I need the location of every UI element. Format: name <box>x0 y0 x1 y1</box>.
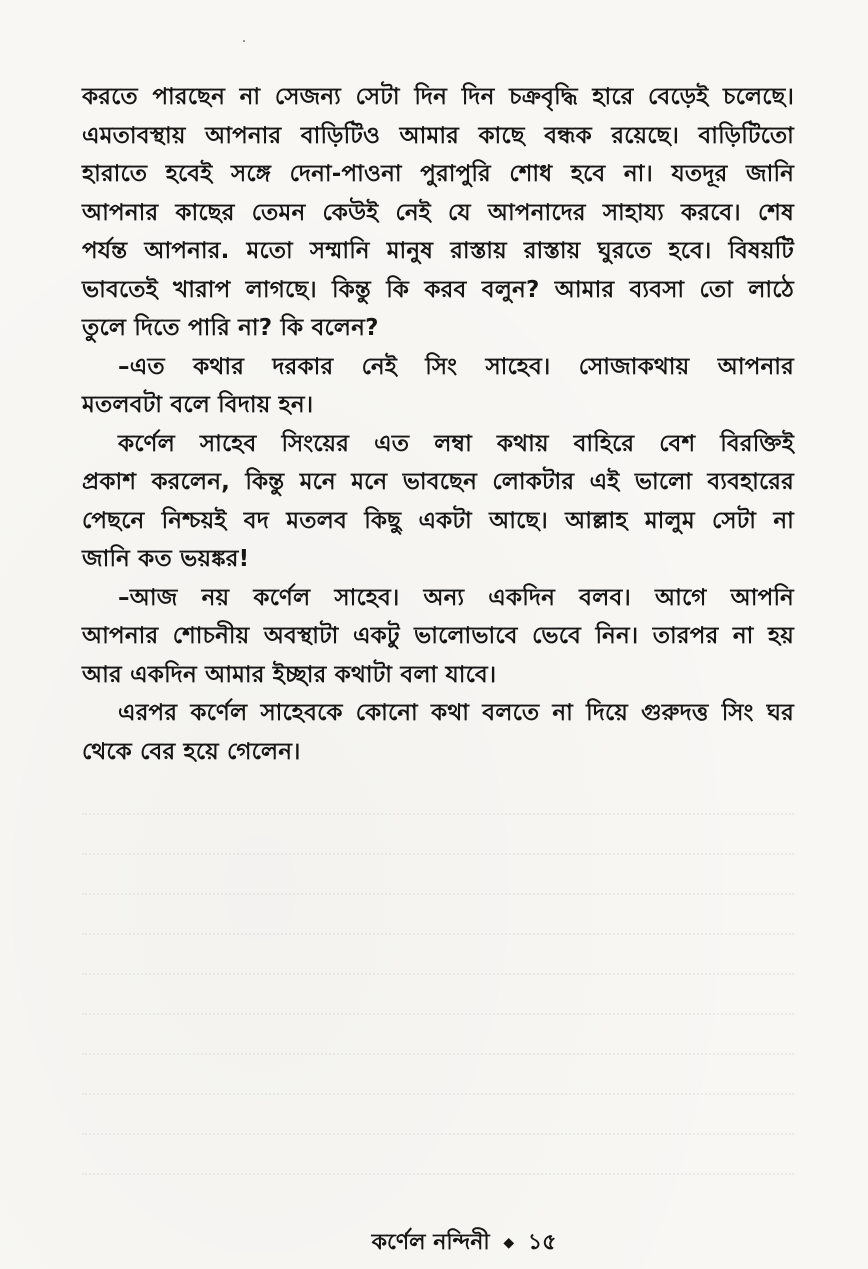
text-line: ভাবতেই খারাপ লাগছে। কিন্তু কি করব বলুন? আমার ব্যবসা তো লাঠে <box>82 276 794 303</box>
text-line: –এত কথার দরকার নেই সিং সাহেব। সোজাকথায় আপনার <box>118 353 794 380</box>
text-line: আপনার কাছের তেমন কেউই নেই যে আপনাদের সাহায্য করবে। শেষ <box>82 199 794 226</box>
show-through-texture <box>82 775 794 1175</box>
diamond-separator-icon: ◆ <box>503 1235 515 1251</box>
text-line: মতলবটা বলে বিদায় হন। <box>82 392 314 418</box>
text-line: আপনার শোচনীয় অবস্থাটা একটু ভালোভাবে ভেবে নিন। তারপর না হয় <box>82 623 794 649</box>
text-line: কর্ণেল সাহেব সিংয়ের এত লম্বা কথায় বাহিরে বেশ বিরক্তিই <box>118 430 794 457</box>
text-line: করতে পারছেন না সেজন্য সেটা দিন দিন চক্রবৃদ্ধি হারে বেড়েই চলেছে। <box>82 84 794 110</box>
print-speck <box>243 40 245 42</box>
text-line: এমতাবস্থায় আপনার বাড়িটিও আমার কাছে বন্ধক রয়েছে। বাড়িটিতো <box>82 122 794 149</box>
body-text <box>82 78 794 771</box>
text-line: পর্যন্ত আপনার. মতো সম্মানি মানুষ রাস্তায় রাস্তায় ঘুরতে হবে। বিষয়টি <box>82 238 794 264</box>
text-line: এরপর কর্ণেল সাহেবকে কোনো কথা বলতে না দিয়ে গুরুদত্ত সিং ঘর <box>118 700 794 726</box>
text-line: জানি কত ভয়ঙ্কর! <box>82 546 250 572</box>
text-line: পেছনে নিশ্চয়ই বদ মতলব কিছু একটা আছে। আল্লাহ মালুম সেটা না <box>82 507 794 534</box>
text-line: –আজ নয় কর্ণেল সাহেব। অন্য একদিন বলব। আগে আপনি <box>118 584 794 611</box>
text-line: তুলে দিতে পারি না? কি বলেন? <box>82 315 379 341</box>
page-number: ১৫ <box>527 1230 557 1255</box>
page-footer <box>0 1225 868 1262</box>
running-title: কর্ণেল নন্দিনী <box>371 1230 490 1255</box>
text-line: হারাতে হবেই সঙ্গে দেনা-পাওনা পুরাপুরি শোধ হবে না। যতদূর জানি <box>82 161 794 187</box>
text-line: আর একদিন আমার ইচ্ছার কথাটা বলা যাবে। <box>82 661 497 688</box>
text-line: প্রকাশ করলেন, কিন্তু মনে মনে ভাবছেন লোকটার এই ভালো ব্যবহারের <box>82 469 794 495</box>
text-line: থেকে বের হয়ে গেলেন। <box>82 738 301 765</box>
